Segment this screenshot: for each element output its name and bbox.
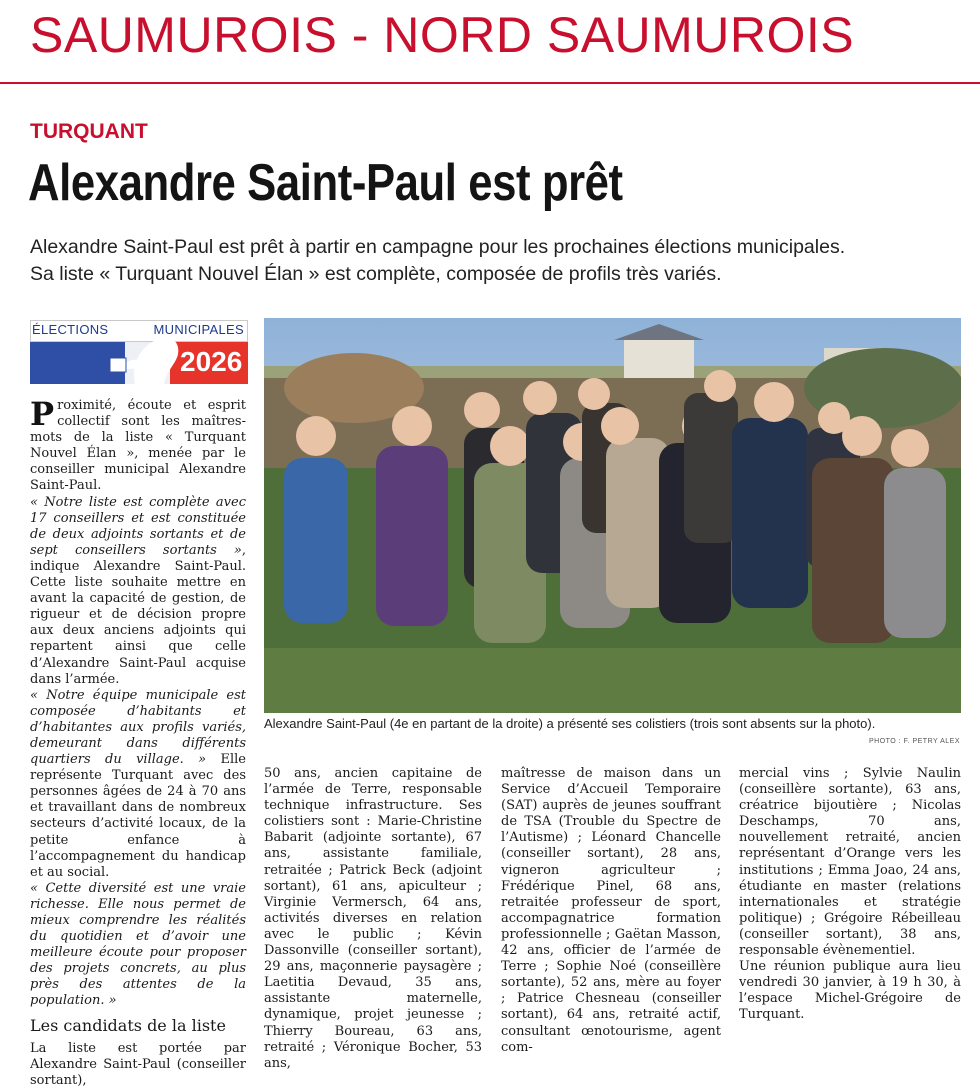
subhead: Les candidats de la liste: [30, 1015, 226, 1035]
article-column-2: [264, 766, 482, 1072]
dropcap: P: [30, 395, 55, 433]
photo-credit: PHOTO : F. PETRY ALEX: [868, 738, 960, 745]
section-rule: [0, 82, 980, 84]
section-title: SAUMUROIS - NORD SAUMUROIS: [30, 7, 855, 63]
paragraph-5: La liste est portée par Alexandre Saint-Paul (conseiller sortant),: [30, 1040, 246, 1088]
paragraph-4: « Cette diversité est une vraie richesse. Elle nous permet de mieux comprendre les réalités du quotidien et d’avoir une meilleure écoute pour proposer des projets concrets, au plus près des attentes de la population. »: [30, 880, 246, 1009]
paragraph-intro: Proximité, écoute et esprit collectif sont les maîtres-mots de la liste « Turquant Nouvel Élan », menée par le conseiller municipal Alexandre Saint-Paul.: [30, 395, 246, 494]
elections-logo: [30, 320, 248, 384]
article-column-3: [501, 766, 721, 1056]
logo-year: 2026: [180, 346, 243, 377]
logo-right-text: MUNICIPALES: [153, 322, 244, 337]
headline: Alexandre Saint-Paul est prêt: [28, 154, 623, 212]
paragraph-2: « Notre liste est complète avec 17 conseillers et est constituée de deux adjoints sortants et de sept conseillers sortants », indique Alexandre Saint-Paul. Cette liste souhaite mettre en avant la capacité de gestion, de rigueur et de décision propre aux deux anciens adjoints qui repartent ainsi que celle d’Alexandre Saint-Paul acquise dans l’armée.: [30, 494, 246, 687]
paragraph-3: « Notre équipe municipale est composée d’habitants et d’habitantes aux profils variés, demeurant dans différents quartiers du village. » Elle représente Turquant avec des personnes âgées de 24 à 70 ans et travaillant dans de nombreux secteurs d’activité locaux, de la petite enfance à l’accompagnement du handicap et au social.: [30, 687, 246, 880]
article-column-1: [30, 395, 246, 1089]
group-photo: [264, 318, 961, 713]
chapo-line-1: Alexandre Saint-Paul est prêt à partir en campagne pour les prochaines élections municipales.: [30, 236, 846, 258]
photo-caption: Alexandre Saint-Paul (4e en partant de la droite) a présenté ses colistiers (trois sont absents sur la photo).: [264, 716, 876, 731]
chapo-line-2: Sa liste « Turquant Nouvel Élan » est complète, composée de profils très variés.: [30, 263, 722, 285]
paragraph-candidates-1: 50 ans, ancien capitaine de l’armée de Terre, responsable technique infrastructure. Ses colistiers sont : Marie-Christine Babarit (adjointe sortante), 67 ans, assistante familiale, retraitée ; Patrick Beck (adjoint sortant), 61 ans, apiculteur ; Virginie Vermersch, 64 ans, activités diverses en relation avec le public ; Kévin Dassonville (conseiller sortant), 29 ans, maçonnerie paysagère ; Laetitia Devaud, 35 ans, assistante maternelle, dynamique, projet jeunesse ; Thierry Boureau, 63 ans, retraité ; Véronique Bocher, 53 ans,: [264, 766, 482, 1071]
logo-left-text: ÉLECTIONS: [32, 322, 109, 337]
paragraph-meeting: Une réunion publique aura lieu vendredi 30 janvier, à 19 h 30, à l’espace Michel-Grégoire de Turquant.: [739, 959, 961, 1023]
paragraph-candidates-2: maîtresse de maison dans un Service d’Accueil Temporaire (SAT) auprès de jeunes souffrant de TSA (Trouble du Spectre de l’Autisme) ; Léonard Chancelle (conseiller sortant), 28 ans, vigneron agriculteur ; Frédérique Pinel, 68 ans, retraitée professeur de sport, accompagnatrice formation professionnelle ; Gaëtan Masson, 42 ans, officier de l’armée de Terre ; Sophie Noé (conseillère sortante), 52 ans, mère au foyer ; Patrice Chesneau (conseiller sortant), 64 ans, retraité actif, consultant œnotourisme, agent com-: [501, 766, 721, 1055]
article-column-4: [739, 766, 961, 1024]
group-photo-illustration: [264, 318, 961, 713]
chapo: [30, 234, 970, 288]
paragraph-candidates-3: mercial vins ; Sylvie Naulin (conseillère sortante), 63 ans, créatrice bijoutière ; Nicolas Deschamps, 70 ans, nouvellement retraité, ancien représentant d’Orange vers les institutions ; Emma Joao, 24 ans, étudiante en master (relations internationales et stratégie politique) ; Grégoire Rébeilleau (conseiller sortant), 38 ans, responsable évènementiel.: [739, 766, 961, 959]
kicker: TURQUANT: [30, 120, 148, 143]
